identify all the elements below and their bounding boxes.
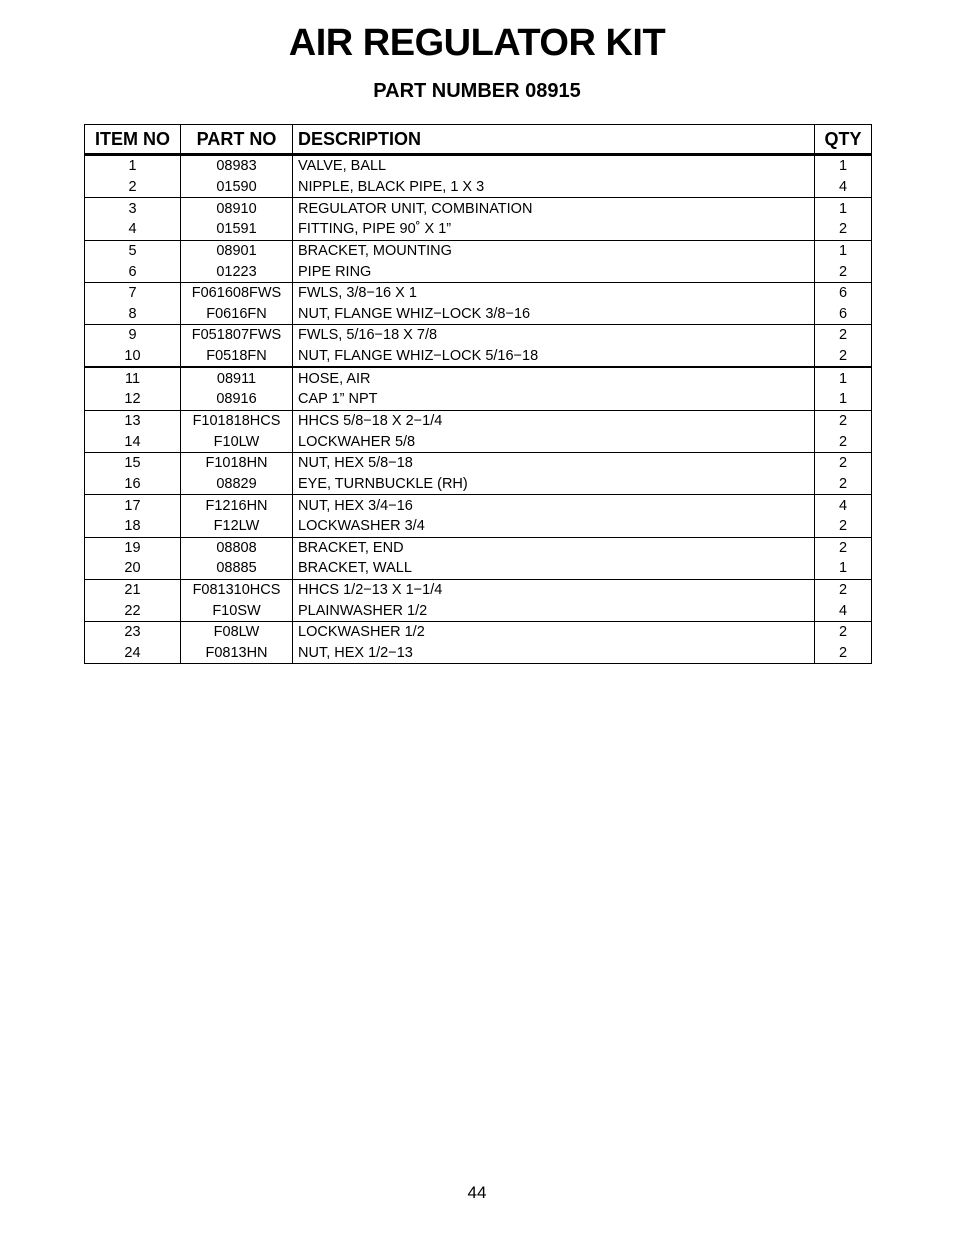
qty-cell: 1 <box>815 558 872 579</box>
part-no-cell: F0616FN <box>181 303 293 324</box>
table-row <box>85 346 872 368</box>
table-row <box>85 431 872 452</box>
part-number-subtitle: PART NUMBER 08915 <box>373 80 581 102</box>
table-row <box>85 622 872 643</box>
qty-cell: 1 <box>815 198 872 219</box>
description-cell: NUT, HEX 1/2−13 <box>293 643 815 664</box>
table-row <box>85 495 872 516</box>
qty-cell: 2 <box>815 410 872 431</box>
part-no-cell: F10LW <box>181 431 293 452</box>
item-no-cell: 8 <box>85 303 181 324</box>
description-cell: LOCKWAHER 5/8 <box>293 431 815 452</box>
qty-cell: 2 <box>815 537 872 558</box>
description-cell: HOSE, AIR <box>293 367 815 389</box>
qty-cell: 2 <box>815 452 872 473</box>
description-cell: NUT, FLANGE WHIZ−LOCK 5/16−18 <box>293 346 815 368</box>
page-number: 44 <box>467 1183 487 1202</box>
qty-cell: 2 <box>815 346 872 368</box>
table-row <box>85 367 872 389</box>
description-cell: HHCS 1/2−13 X 1−1/4 <box>293 579 815 600</box>
item-no-cell: 14 <box>85 431 181 452</box>
qty-cell: 1 <box>815 155 872 177</box>
description-cell: NUT, HEX 3/4−16 <box>293 495 815 516</box>
table-row <box>85 579 872 600</box>
item-no-cell: 9 <box>85 325 181 346</box>
item-no-cell: 7 <box>85 282 181 303</box>
parts-table <box>84 124 872 664</box>
table-row <box>85 219 872 240</box>
part-no-cell: F08LW <box>181 622 293 643</box>
description-cell: HHCS 5/8−18 X 2−1/4 <box>293 410 815 431</box>
description-cell: FWLS, 3/8−16 X 1 <box>293 282 815 303</box>
header-item-no: ITEM NO <box>85 125 181 155</box>
qty-cell: 6 <box>815 282 872 303</box>
description-cell: PLAINWASHER 1/2 <box>293 600 815 621</box>
qty-cell: 6 <box>815 303 872 324</box>
part-no-cell: F10SW <box>181 600 293 621</box>
part-no-cell: F0813HN <box>181 643 293 664</box>
description-cell: BRACKET, WALL <box>293 558 815 579</box>
item-no-cell: 13 <box>85 410 181 431</box>
part-no-cell: 08885 <box>181 558 293 579</box>
item-no-cell: 20 <box>85 558 181 579</box>
table-row <box>85 516 872 537</box>
qty-cell: 2 <box>815 643 872 664</box>
description-cell: LOCKWASHER 3/4 <box>293 516 815 537</box>
table-row <box>85 410 872 431</box>
item-no-cell: 5 <box>85 240 181 261</box>
part-no-cell: 08911 <box>181 367 293 389</box>
item-no-cell: 11 <box>85 367 181 389</box>
table-row <box>85 177 872 198</box>
table-row <box>85 240 872 261</box>
part-no-cell: F1018HN <box>181 452 293 473</box>
part-no-cell: 01591 <box>181 219 293 240</box>
table-row <box>85 600 872 621</box>
qty-cell: 2 <box>815 516 872 537</box>
table-row <box>85 261 872 282</box>
qty-cell: 1 <box>815 389 872 410</box>
table-row <box>85 325 872 346</box>
item-no-cell: 24 <box>85 643 181 664</box>
item-no-cell: 21 <box>85 579 181 600</box>
qty-cell: 2 <box>815 431 872 452</box>
part-no-cell: 01223 <box>181 261 293 282</box>
table-row <box>85 537 872 558</box>
qty-cell: 2 <box>815 622 872 643</box>
part-no-cell: F12LW <box>181 516 293 537</box>
part-no-cell: 08829 <box>181 474 293 495</box>
item-no-cell: 1 <box>85 155 181 177</box>
table-row <box>85 643 872 664</box>
qty-cell: 4 <box>815 177 872 198</box>
part-no-cell: F0518FN <box>181 346 293 368</box>
item-no-cell: 19 <box>85 537 181 558</box>
qty-cell: 2 <box>815 325 872 346</box>
qty-cell: 2 <box>815 579 872 600</box>
qty-cell: 4 <box>815 600 872 621</box>
item-no-cell: 12 <box>85 389 181 410</box>
qty-cell: 2 <box>815 261 872 282</box>
description-cell: PIPE RING <box>293 261 815 282</box>
part-no-cell: 08901 <box>181 240 293 261</box>
item-no-cell: 17 <box>85 495 181 516</box>
table-row <box>85 155 872 177</box>
part-no-cell: F101818HCS <box>181 410 293 431</box>
table-row <box>85 452 872 473</box>
description-cell: REGULATOR UNIT, COMBINATION <box>293 198 815 219</box>
description-cell: NUT, FLANGE WHIZ−LOCK 3/8−16 <box>293 303 815 324</box>
part-no-cell: 01590 <box>181 177 293 198</box>
parts-table-body <box>85 155 872 664</box>
page-title: AIR REGULATOR KIT <box>288 22 666 64</box>
table-row <box>85 558 872 579</box>
description-cell: BRACKET, MOUNTING <box>293 240 815 261</box>
item-no-cell: 16 <box>85 474 181 495</box>
description-cell: NIPPLE, BLACK PIPE, 1 X 3 <box>293 177 815 198</box>
item-no-cell: 3 <box>85 198 181 219</box>
description-cell: FITTING, PIPE 90˚ X 1” <box>293 219 815 240</box>
part-no-cell: F051807FWS <box>181 325 293 346</box>
description-cell: FWLS, 5/16−18 X 7/8 <box>293 325 815 346</box>
qty-cell: 4 <box>815 495 872 516</box>
header-description: DESCRIPTION <box>293 125 815 155</box>
table-header-row <box>85 125 872 155</box>
item-no-cell: 22 <box>85 600 181 621</box>
description-cell: NUT, HEX 5/8−18 <box>293 452 815 473</box>
header-qty: QTY <box>815 125 872 155</box>
description-cell: BRACKET, END <box>293 537 815 558</box>
item-no-cell: 10 <box>85 346 181 368</box>
item-no-cell: 23 <box>85 622 181 643</box>
header-part-no: PART NO <box>181 125 293 155</box>
part-no-cell: 08983 <box>181 155 293 177</box>
table-row <box>85 282 872 303</box>
qty-cell: 1 <box>815 367 872 389</box>
description-cell: VALVE, BALL <box>293 155 815 177</box>
part-no-cell: 08916 <box>181 389 293 410</box>
table-row <box>85 303 872 324</box>
item-no-cell: 6 <box>85 261 181 282</box>
part-no-cell: 08910 <box>181 198 293 219</box>
table-row <box>85 474 872 495</box>
item-no-cell: 18 <box>85 516 181 537</box>
part-no-cell: F061608FWS <box>181 282 293 303</box>
part-no-cell: F1216HN <box>181 495 293 516</box>
qty-cell: 2 <box>815 474 872 495</box>
item-no-cell: 4 <box>85 219 181 240</box>
part-no-cell: 08808 <box>181 537 293 558</box>
qty-cell: 1 <box>815 240 872 261</box>
qty-cell: 2 <box>815 219 872 240</box>
table-row <box>85 198 872 219</box>
description-cell: EYE, TURNBUCKLE (RH) <box>293 474 815 495</box>
table-row <box>85 389 872 410</box>
item-no-cell: 15 <box>85 452 181 473</box>
part-no-cell: F081310HCS <box>181 579 293 600</box>
item-no-cell: 2 <box>85 177 181 198</box>
description-cell: CAP 1” NPT <box>293 389 815 410</box>
description-cell: LOCKWASHER 1/2 <box>293 622 815 643</box>
